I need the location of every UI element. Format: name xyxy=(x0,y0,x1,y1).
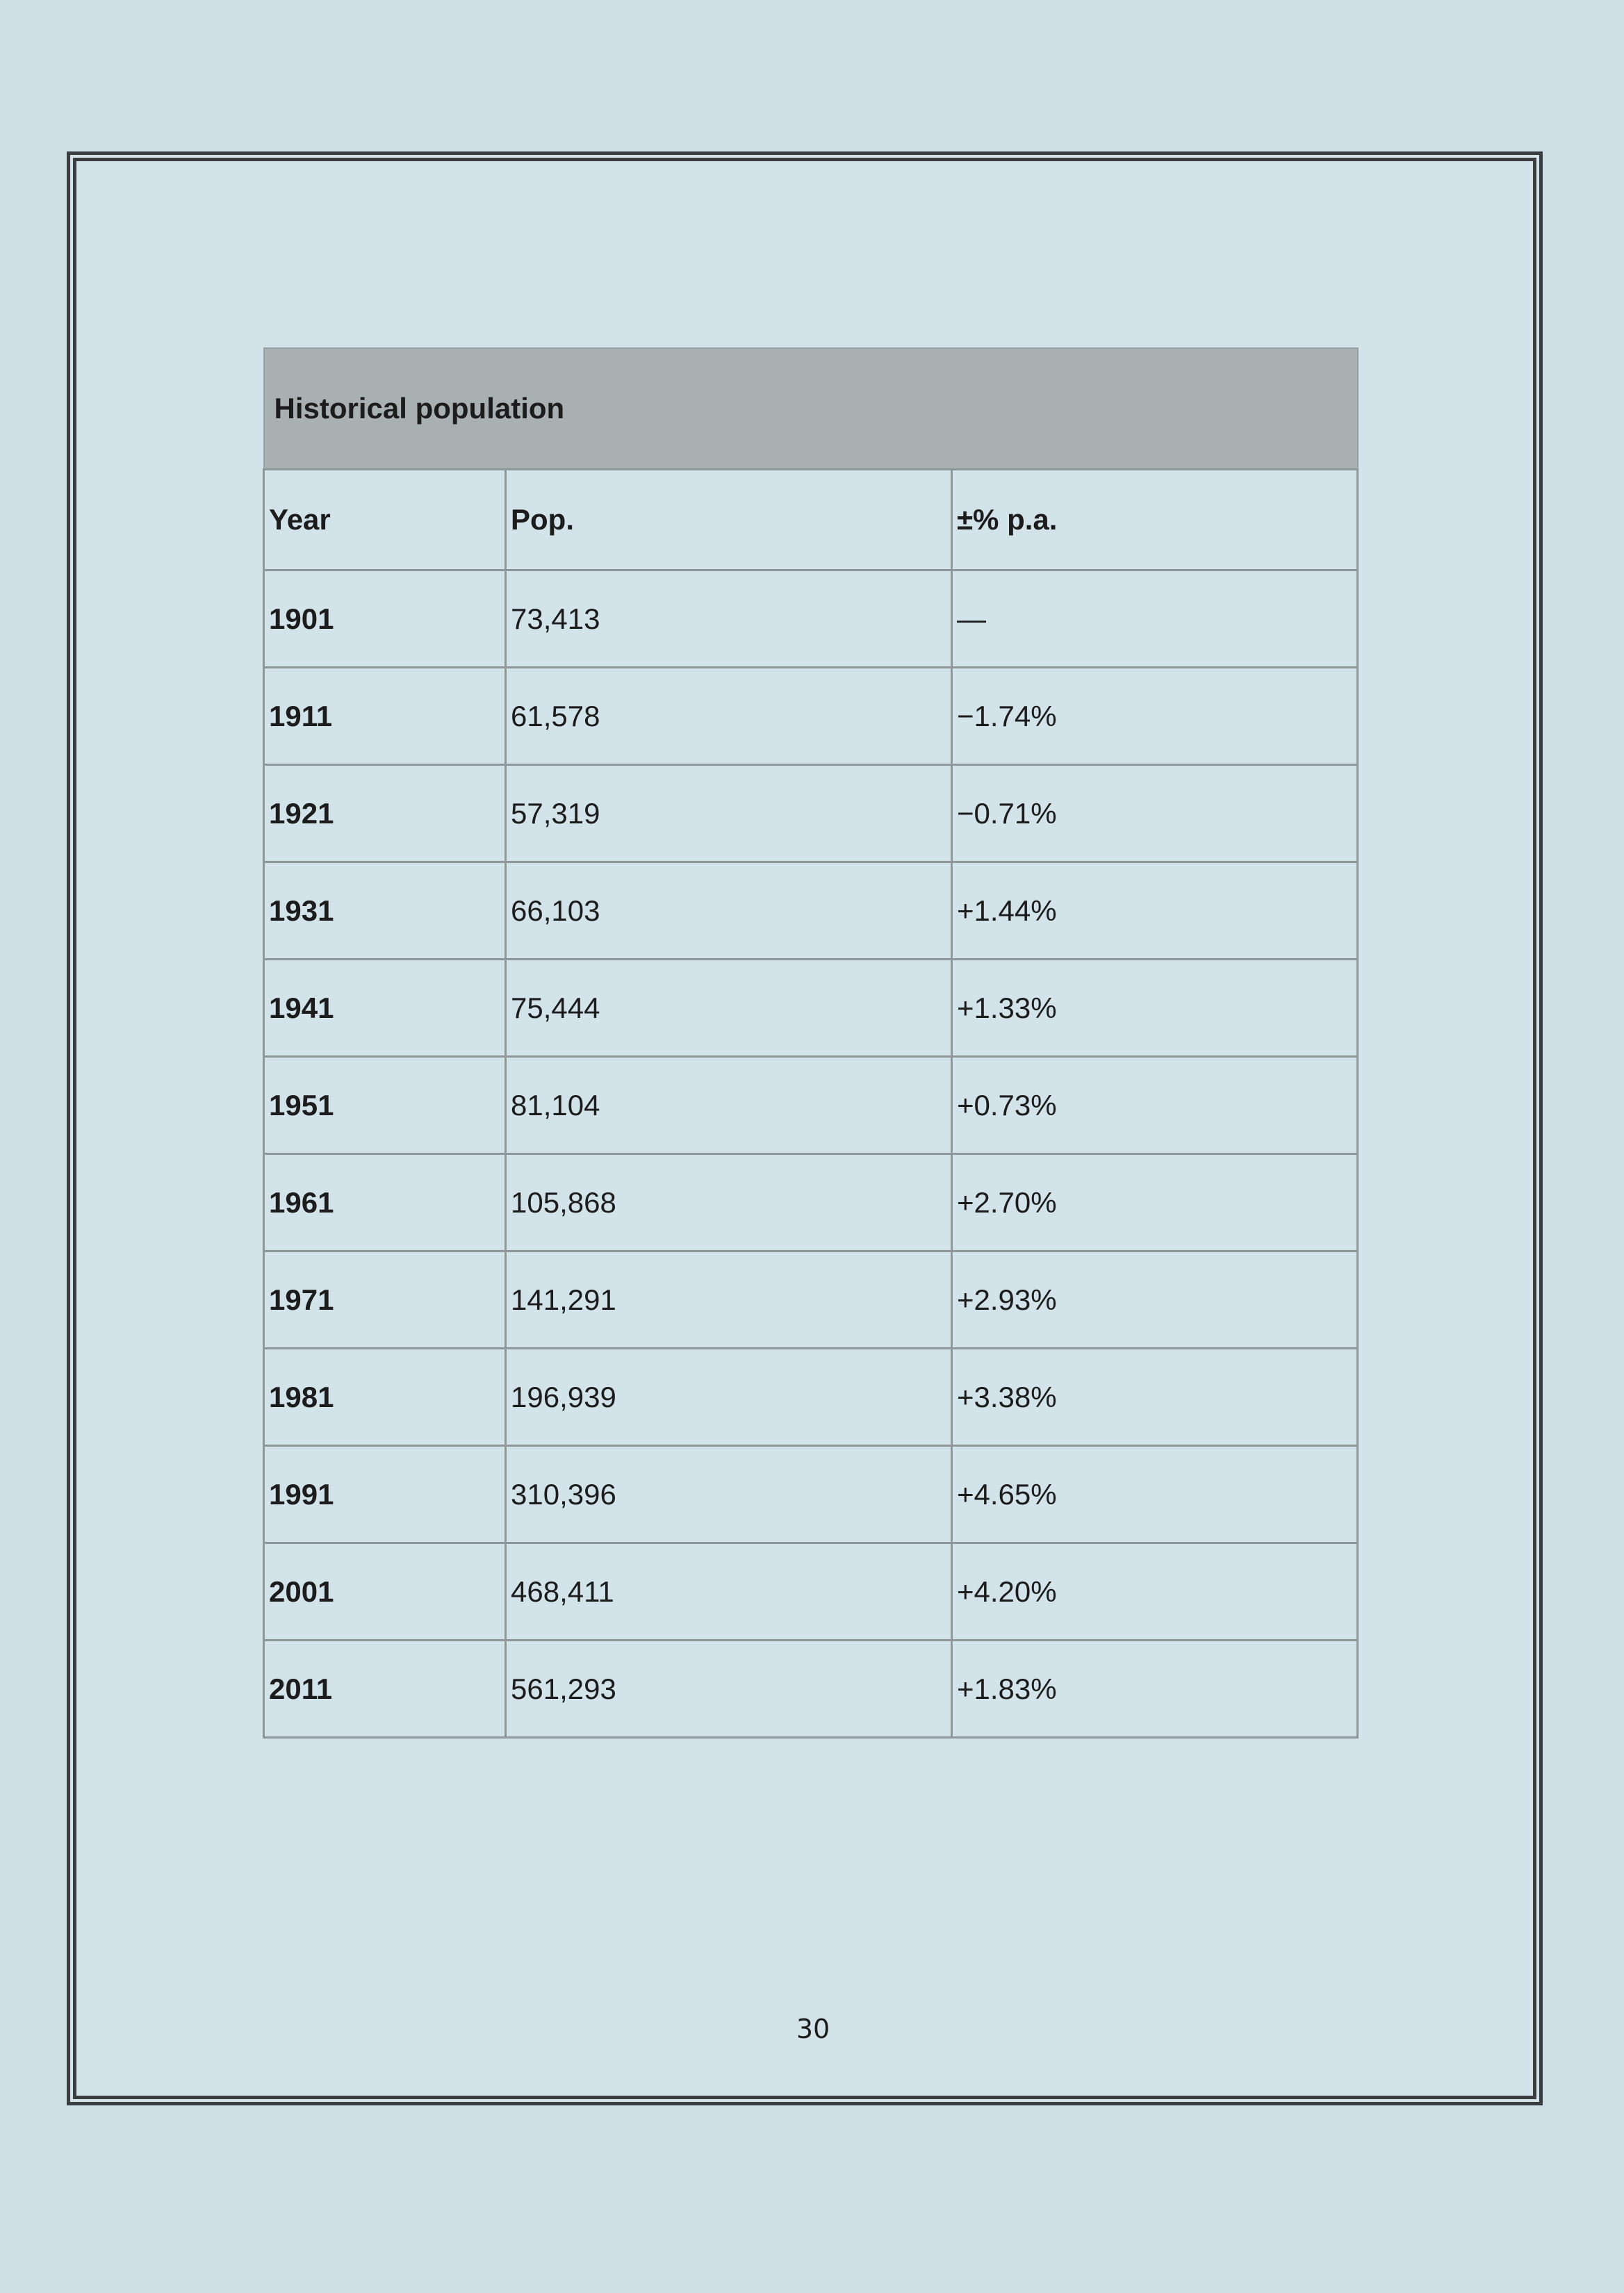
change-cell: −0.71% xyxy=(952,765,1358,862)
table-row xyxy=(264,1057,1358,1154)
pop-cell: 310,396 xyxy=(506,1446,952,1543)
year-cell: 1991 xyxy=(264,1446,506,1543)
change-cell: — xyxy=(952,570,1358,668)
pop-cell: 196,939 xyxy=(506,1349,952,1446)
table-row xyxy=(264,1251,1358,1349)
year-cell: 1931 xyxy=(264,862,506,960)
header-change: ±% p.a. xyxy=(952,470,1358,570)
pop-cell: 66,103 xyxy=(506,862,952,960)
table-row xyxy=(264,570,1358,668)
pop-cell: 81,104 xyxy=(506,1057,952,1154)
pop-cell: 57,319 xyxy=(506,765,952,862)
table-row xyxy=(264,1349,1358,1446)
historical-population-table xyxy=(263,347,1359,1739)
pop-cell: 61,578 xyxy=(506,668,952,765)
year-cell: 1951 xyxy=(264,1057,506,1154)
change-cell: +4.20% xyxy=(952,1543,1358,1641)
change-cell: +2.70% xyxy=(952,1154,1358,1251)
historical-population-table-container xyxy=(263,347,1356,1739)
year-cell: 1981 xyxy=(264,1349,506,1446)
table-row xyxy=(264,1446,1358,1543)
year-cell: 1911 xyxy=(264,668,506,765)
table-row xyxy=(264,765,1358,862)
header-year: Year xyxy=(264,470,506,570)
table-header-row xyxy=(264,470,1358,570)
pop-cell: 141,291 xyxy=(506,1251,952,1349)
change-cell: +1.83% xyxy=(952,1641,1358,1738)
table-body xyxy=(264,470,1358,1738)
year-cell: 1971 xyxy=(264,1251,506,1349)
year-cell: 1901 xyxy=(264,570,506,668)
year-cell: 2001 xyxy=(264,1543,506,1641)
change-cell: −1.74% xyxy=(952,668,1358,765)
table-caption: Historical population xyxy=(264,348,1358,470)
change-cell: +3.38% xyxy=(952,1349,1358,1446)
pop-cell: 75,444 xyxy=(506,960,952,1057)
change-cell: +0.73% xyxy=(952,1057,1358,1154)
table-row xyxy=(264,1543,1358,1641)
pop-cell: 73,413 xyxy=(506,570,952,668)
change-cell: +4.65% xyxy=(952,1446,1358,1543)
change-cell: +1.44% xyxy=(952,862,1358,960)
table-row xyxy=(264,862,1358,960)
table-row xyxy=(264,1641,1358,1738)
pop-cell: 561,293 xyxy=(506,1641,952,1738)
table-caption-row xyxy=(264,348,1358,470)
change-cell: +1.33% xyxy=(952,960,1358,1057)
pop-cell: 468,411 xyxy=(506,1543,952,1641)
page-number: 30 xyxy=(796,2014,830,2044)
year-cell: 1941 xyxy=(264,960,506,1057)
table-row xyxy=(264,668,1358,765)
year-cell: 2011 xyxy=(264,1641,506,1738)
table-row xyxy=(264,1154,1358,1251)
year-cell: 1921 xyxy=(264,765,506,862)
change-cell: +2.93% xyxy=(952,1251,1358,1349)
table-row xyxy=(264,960,1358,1057)
pop-cell: 105,868 xyxy=(506,1154,952,1251)
year-cell: 1961 xyxy=(264,1154,506,1251)
header-pop: Pop. xyxy=(506,470,952,570)
